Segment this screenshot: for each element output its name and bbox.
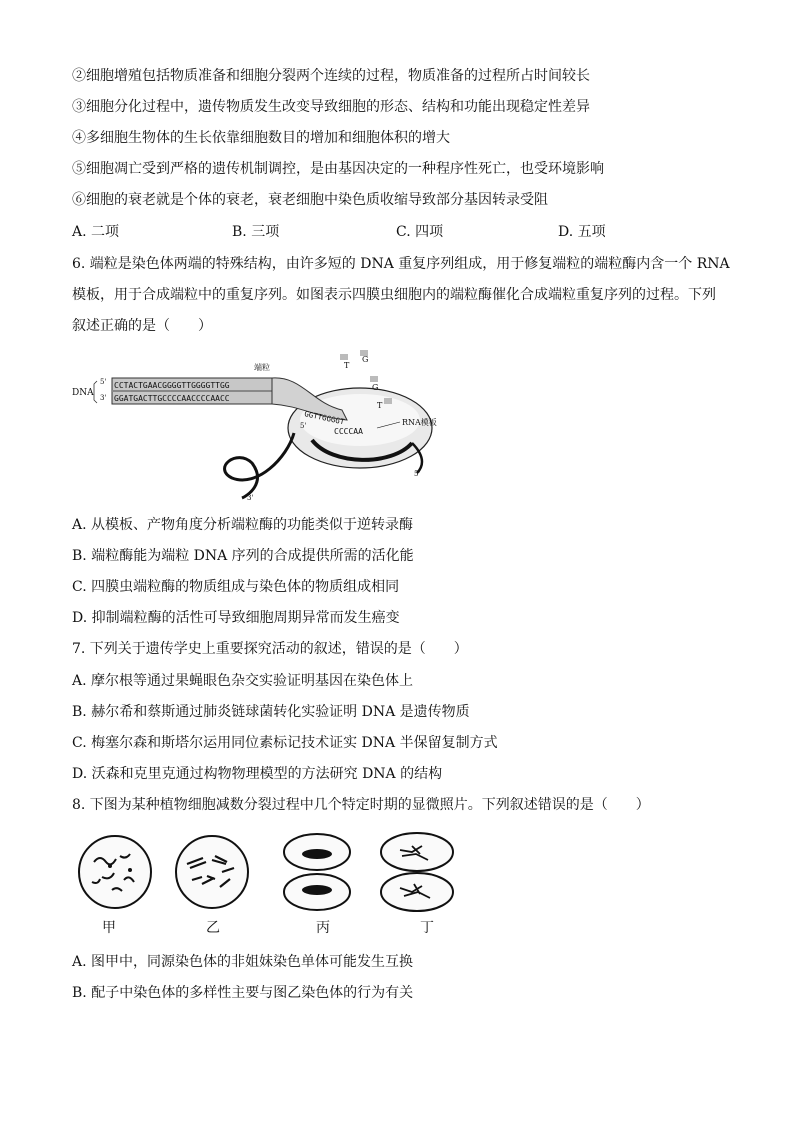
meiosis-micrographs [72, 832, 472, 914]
bottom-strand: GGATGACTTGCCCCAACCCCAACC [114, 394, 230, 403]
label-5prime-end: 5' [414, 470, 421, 478]
nucleotide-1: T [344, 361, 350, 370]
q6-option-b: B. 端粒酶能为端粒 DNA 序列的合成提供所需的活化能 [72, 548, 414, 564]
q8-stem: 8. 下图为某种植物细胞减数分裂过程中几个特定时期的显微照片。下列叙述错误的是（ ） [72, 797, 650, 813]
top-strand: CCTACTGAACGGGGTTGGGGTTGG [114, 381, 230, 390]
q7-option-b: B. 赫尔希和蔡斯通过肺炎链球菌转化实验证明 DNA 是遗传物质 [72, 704, 470, 720]
q6-stem-line-1: 6. 端粒是染色体两端的特殊结构，由许多短的 DNA 重复序列组成，用于修复端粒的端粒酶内含一个 RNA [72, 256, 730, 272]
q5-option-d: D. 五项 [558, 224, 606, 240]
caption-jia: 甲 [102, 920, 116, 936]
q8-option-a: A. 图甲中，同源染色体的非姐妹染色单体可能发生互换 [72, 954, 414, 970]
rna-bases: CCCCAA [334, 427, 363, 436]
caption-bing: 丙 [316, 920, 330, 936]
q5-option-b: B. 三项 [232, 224, 280, 240]
statement-3: ③细胞分化过程中，遗传物质发生改变导致细胞的形态、结构和功能出现稳定性差异 [72, 99, 590, 115]
q6-stem-line-2: 模板，用于合成端粒中的重复序列。如图表示四膜虫细胞内的端粒酶催化合成端粒重复序列的过程。下列 [72, 287, 716, 303]
q6-stem-line-3: 叙述正确的是（ ） [72, 318, 212, 334]
cell-bing [284, 834, 350, 910]
caption-yi: 乙 [206, 920, 220, 936]
q7-option-c: C. 梅塞尔森和斯塔尔运用同位素标记技术证实 DNA 半保留复制方式 [72, 735, 498, 751]
cell-jia [79, 836, 151, 908]
q6-option-c: C. 四膜虫端粒酶的物质组成与染色体的物质组成相同 [72, 579, 400, 595]
q8-option-b: B. 配子中染色体的多样性主要与图乙染色体的行为有关 [72, 985, 414, 1001]
extended-strand: GGTTGGGGT [303, 409, 346, 427]
q6-option-d: D. 抑制端粒酶的活性可导致细胞周期异常而发生癌变 [72, 610, 400, 626]
label-3prime-bottom: 3' [100, 394, 107, 402]
q7-stem: 7. 下列关于遗传学史上重要探究活动的叙述，错误的是（ ） [72, 641, 468, 657]
protein-ribbon [225, 433, 294, 498]
nucleotide-3: G [372, 383, 379, 392]
q5-option-a: A. 二项 [72, 224, 120, 240]
statement-6: ⑥细胞的衰老就是个体的衰老，衰老细胞中染色质收缩导致部分基因转录受阻 [72, 192, 548, 208]
caption-ding: 丁 [420, 920, 434, 936]
cell-yi [176, 836, 248, 908]
q7-option-d: D. 沃森和克里克通过构物物理模型的方法研究 DNA 的结构 [72, 766, 443, 782]
label-telomere: 端粒 [254, 363, 270, 372]
q5-option-c: C. 四项 [396, 224, 444, 240]
q7-option-a: A. 摩尔根等通过果蝇眼色杂交实验证明基因在染色体上 [72, 673, 414, 689]
label-dna: DNA [72, 388, 94, 398]
statement-5: ⑤细胞凋亡受到严格的遗传机制调控，是由基因决定的一种程序性死亡，也受环境影响 [72, 161, 604, 177]
statement-4: ④多细胞生物体的生长依靠细胞数目的增加和细胞体积的增大 [72, 130, 450, 146]
cell-ding [381, 833, 453, 911]
statement-2: ②细胞增殖包括物质准备和细胞分裂两个连续的过程，物质准备的过程所占时间较长 [72, 68, 590, 84]
telomerase-figure [72, 348, 452, 503]
label-5prime-top: 5' [100, 378, 107, 386]
nucleotide-4: T [377, 401, 383, 410]
label-3prime-end: 3' [247, 494, 254, 502]
nucleotide-2: G [362, 355, 369, 364]
label-rna-template: RNA模板 [402, 418, 437, 427]
label-5prime-mid: 5' [300, 422, 307, 430]
q6-option-a: A. 从模板、产物角度分析端粒酶的功能类似于逆转录酶 [72, 517, 414, 533]
